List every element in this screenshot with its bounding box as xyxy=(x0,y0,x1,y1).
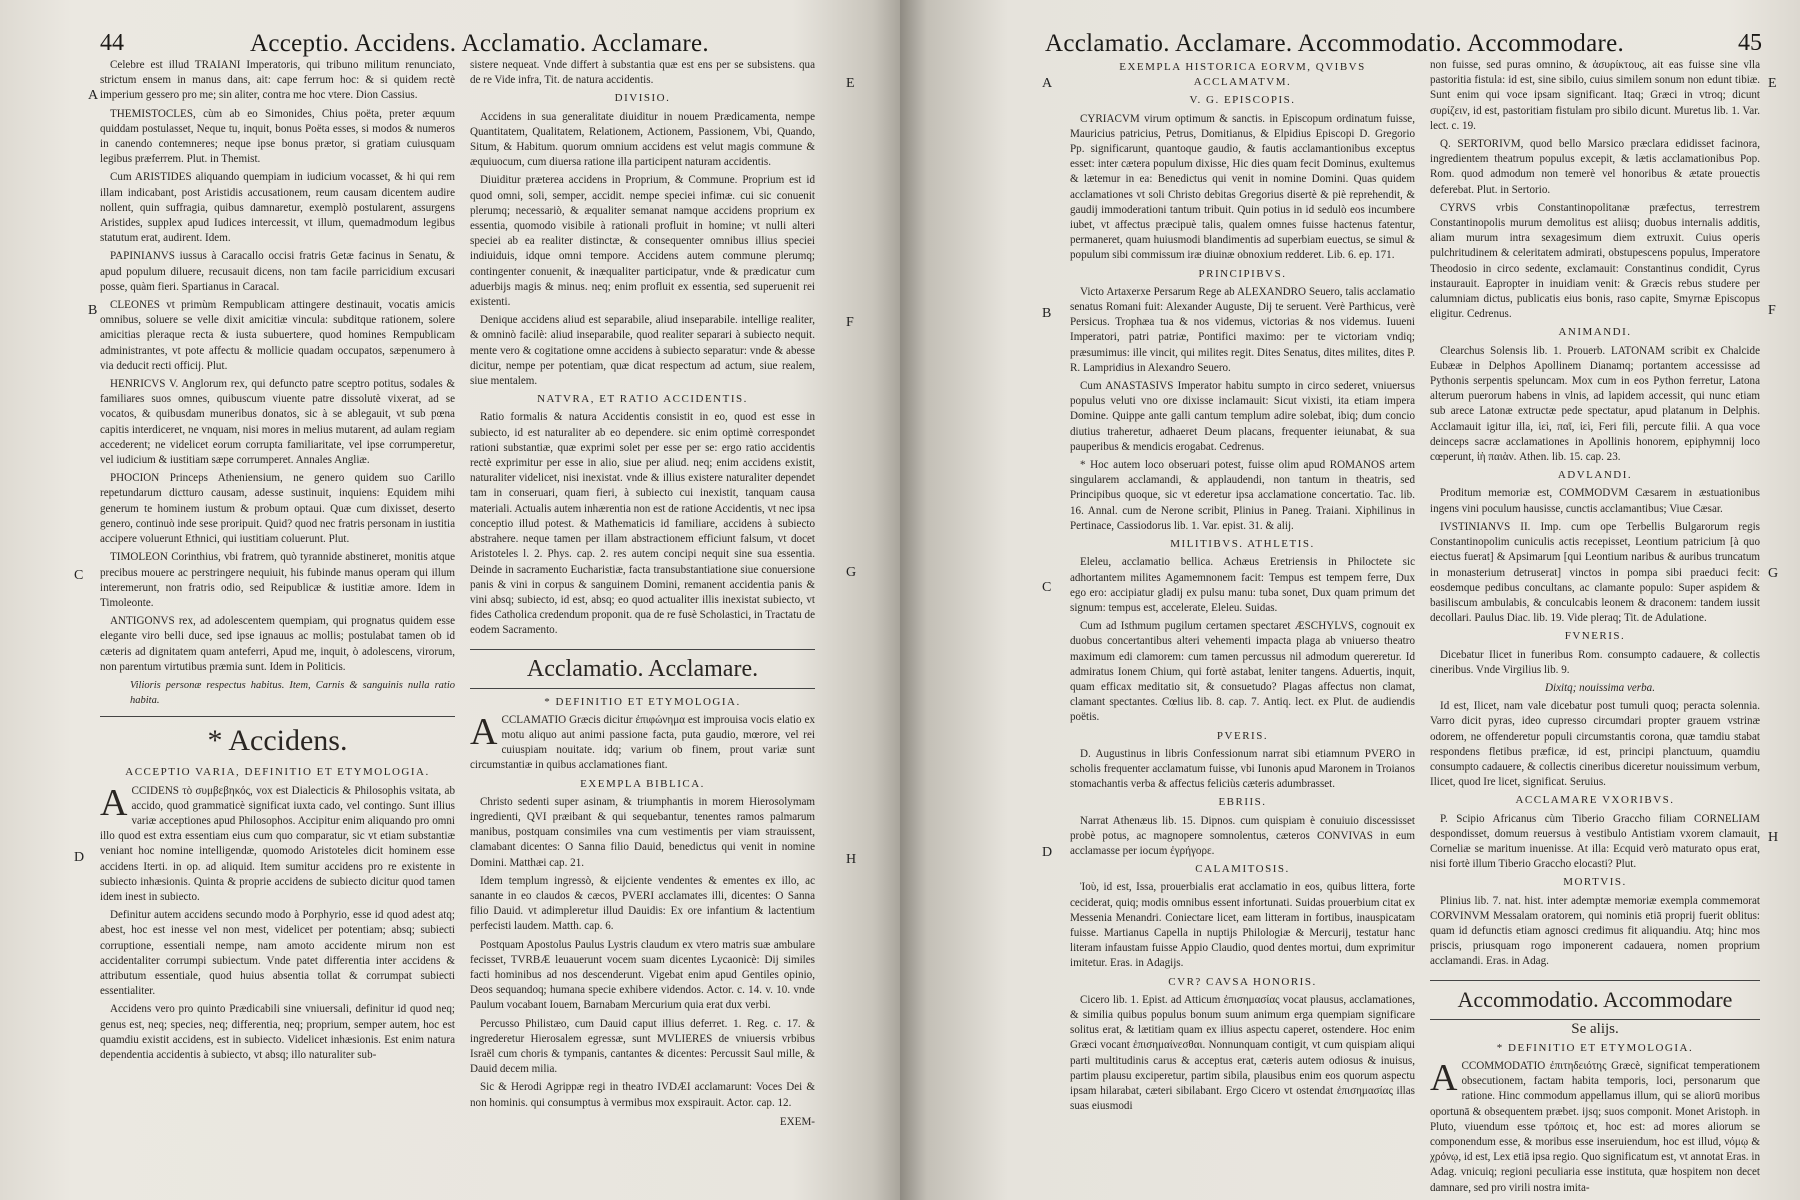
subheading: MILITIBVS. ATHLETIS. xyxy=(1170,538,1315,551)
paragraph: TIMOLEON Corinthius, vbi fratrem, quò tyrannide abstineret, monitis atque precibus mouere ac perstringere nequiuit, his fubinde manus operam qui illum interemerunt, non fratris odio, sed Reipublicæ & iustitiæ amore. Idem in Timoleonte. xyxy=(100,551,455,609)
margin-letter-e: E xyxy=(846,76,855,91)
subheading: CVR? CAVSA HONORIS. xyxy=(1168,975,1317,988)
paragraph: THEMISTOCLES, cùm ab eo Simonides, Chius poëta, preter æquum quiddam postulasset, Neque tu, inquit, bonus Poëta esses, si modos & numeros in canendo contemneres; neque ipse bonus prætor, si gratiam cuiusquam legibus præferrem. Plut. in Themist. xyxy=(100,107,455,166)
paragraph: Diuiditur præterea accidens in Proprium, & Commune. Proprium est id quod omni, soli, semper, accidit. nempe speciei infimæ. cui sic conuenit plerumq; necessariò, & æqualiter semanat namque accidens proprium ex essentia, quomodo visibile à rationali profluit in homine; vt nulli alteri speciei ab ea realiter distinctæ, & consequenter omnibus illius speciei indiuiduis, idque omni tempore. Accidens autem commune plerumq; contingenter conuenit, & inæqualiter participatur, vnde & prædicatur cum aduerbijs magis & minus. neq; enim profluit ex essentia, sed superuenit rei existenti. xyxy=(470,174,815,309)
subheading: EXEMPLA BIBLICA. xyxy=(580,777,705,790)
section-heading-accommodatio: Accommodatio. Accommodare xyxy=(1430,980,1760,1020)
paragraph: CCIDENS τὸ συμβεβηκός, vox est Dialecticis & Philosophis vsitata, ab accido, quod grammaticè significat iuxta cado, vel contingo. Sunt illius variæ acceptiones apud Philosophos. Accipitur enim aliquando pro omni illo quod est extra essentiam eius cum quo comparatur, sic vt etiam substantiæ veniant hoc nomine intelligendæ, quomodo Aristoteles dicit hominem esse accidens Iterti. in op. ad aliquid. Item sumitur accidens pro re existente in subiecto inhæsionis. Quinta & proprie accidens de subiecto dicitur quod tamen idem inest in subiecto. xyxy=(100,784,455,903)
margin-letter-h: H xyxy=(1768,830,1779,845)
paragraph: D. Augustinus in libris Confessionum narrat sibi etiamnum PVERO in scholis frequenter acclamatum fuisse, vbi Iunonis apud Maronem in Troianos stomachantis verba & affectus feliciùs cæteris adumbrasset. xyxy=(1070,747,1415,791)
paragraph: Q. SERTORIVM, quod bello Marsico præclara edidisset facinora, ingredientem theatrum populus excepit, & lætis acclamationibus Pop. Rom. quod admodum non temerè vel honoribus & ætate prouectis deferebat. Plut. in Sertorio. xyxy=(1430,138,1760,196)
paragraph: Dicebatur Ilicet in funeribus Rom. consumpto cadauere, & collectis cineribus. Vnde Virgilius lib. 9. xyxy=(1430,648,1760,676)
margin-letter-g: G xyxy=(1768,566,1779,581)
subheading: FVNERIS. xyxy=(1564,630,1626,643)
paragraph: CYRVS vrbis Constantinopolitanæ præfectus, terrestrem Constantinopolis murum demolitus est aliisq; duobus internalis additis, aliam murum intra sexagesimum diem extruxit. Cuius operis pulchritudinem & celeritatem admirati, obstupescens populus, Imperatore Theodosio in circo sedente, exclamauit: Constantinus condidit, Cyrus instaurauit. Eapropter in inuidiam venit: & Græcis rebus studere per calumniam dictus, publicatis eius bonis, raso capite, Smyrnæ Episcopus eligitur. Cedrenus. xyxy=(1430,201,1760,321)
paragraph: Percusso Philistæo, cum Dauid caput illius deferret. 1. Reg. c. 17. & ingrederetur Hierosalem egressæ, sunt MVLIERES de vniuersis vrbibus Israël cum choris & tympanis, cantantes & dicentes: Percussit Saul mille, & Dauid decem milia. xyxy=(470,1017,815,1076)
subheading: CALAMITOSIS. xyxy=(1195,863,1290,876)
subheading: NATVRA, ET RATIO ACCIDENTIS. xyxy=(537,393,748,406)
paragraph: Denique accidens aliud est separabile, aliud inseparabile. intellige realiter, & omninò facilè: aliud inseparabile, quod realiter separari à subiecto nequit. mente vero & cogitatione omne accidens à subiecto separatur: vnde & abesse dicitur, nempe per potentiam, quæ dicat respectum ad actum, siue realem, siue mentalem. xyxy=(470,314,815,388)
section-subtitle: Se alijs. xyxy=(1571,1020,1619,1037)
paragraph: Sic & Herodi Agrippæ regi in theatro IVDÆI acclamarunt: Voces Dei & non hominis. qui consumptus à vermibus mox exspirauit. Actor. cap. 12. xyxy=(470,1081,815,1109)
paragraph: Cum ANASTASIVS Imperator habitu sumpto in circo sederet, vniuersus populus veluti vno ore dixisse inclamauit: Sicut vixisti, ita etiam impera Domine. Quippe ante galli cantum templum adire solebat, ibiq; dum concio diutius traheretur, adhaeret Deum placans, frequenter ieiunabat, & sua pauperibus & mendicis erogabat. Cedrenus. xyxy=(1070,380,1415,453)
page-number: 45 xyxy=(1738,30,1762,56)
paragraph: IVSTINIANVS II. Imp. cum ope Terbellis Bulgarorum regis Constantinopolim cuniculis actis recepisset, Leontium patricium [à quo eiectus fuerat] & Apsimarum [qui Leontium naribus & auribus truncatum in monasterium detruserat] vinctos in pompa sibi praeduci fecit: eosdemque pedibus concultans, ac clamante populo: Super aspidem & basiliscum ambulabis, & conculcabis leonem & draconem: tandem iussit decollari. Paulus Diac. lib. 19. Vide pleraq; Tit. de Adulatione. xyxy=(1430,520,1760,625)
paragraph: CCOMMODATIO ἐπιτηδειότης Græcè, significat temperationem obsecutionem, factam habita temporis, loci, personarum que ratione. Hinc commodum appellamus illum, qui se aliorū moribus oportunā & obsequentem præbet. ijsq; suos componit. Monet Aristoph. in Pluto, viuendum esse τρόποις et, hoc est: ad mores aliorum se componendum esse, & moribus esse inseruiendum, hoc est illud, νόμῳ & χρόνῳ, id est, Lex etiā ipsa regio. Quo significatum est, vt annotat Eras. in Adag. vnicuiq; regioni peculiaria esse instituta, quæ hospitem non decet damnare, sed pro virili nostra imita- xyxy=(1430,1059,1760,1194)
drop-capital: A xyxy=(470,710,498,753)
paragraph: Cum ad Isthmum pugilum certamen spectaret ÆSCHYLVS, cognouit ex duobus concertantibus alteri vehementi impacta plaga ab vniuerso theatro maximum edi clamorem: cum tamen percussus nil admodum quereretur. Id admiratus Ionem Chium, qui fortè astabat, leniter tangens. Aduertis, inquit, quam efficax meditatio sit, & consuetudo? Plagas affectus non clamat, clamant spectantes. Cœlius lib. 8. cap. 7. Antiq. lect. ex Plut. de audiendis poëtis. xyxy=(1070,620,1415,724)
page-number: 44 xyxy=(100,30,124,56)
paragraph: Definitur autem accidens secundo modo à Porphyrio, esse id quod adest atq; abest, hoc est inesse vel non mest, videlicet per potentiam; absq; subiecti corruptione, essentiali nempe, nam amoto accidente mirum non est accidentaliter corrumpi subiectum. Vnde patet differentia inter accidens & attributum essentiale, quod huius absentia tollat & corrumpat subiecti essentialiter. xyxy=(100,909,455,998)
paragraph: HENRICVS V. Anglorum rex, qui defuncto patre sceptro potitus, sodales & familiares suos omnes, quibuscum viuente patre dissolutè vixerat, ad se vocatos, & quibusdam muneribus donatos, sic à se ablegauit, vt sub pœna capitis interdiceret, ne vnquam, nisi mores in melius mutarent, ad aulam regiam accederent; ne videlicet eorum corrupta familiaritate, vel ipse corrumperetur, vel iudicium & iustitiam sæpe corrumperet. Annales Angliæ. xyxy=(100,378,455,467)
verse-quote: Dixitq; nouissima verba. xyxy=(1544,681,1655,694)
paragraph: ANTIGONVS rex, ad adolescentem quempiam, qui prognatus quidem esse elegante viro belli duce, sed ipse ignauus ac mollis; postulabat tamen ob id cæteris ad dignitatem quam anteferri, Apud me, inquit, ò adolescens, virorum, non parentum virtutibus præmia sunt. Idem in Politicis. xyxy=(100,615,455,673)
paragraph: Victo Artaxerxe Persarum Rege ab ALEXANDRO Seuero, talis acclamatio senatus Romani fuit: Alexander Auguste, Dij te seruent. Verè Parthicus, verè Persicus. Trophæa tua & nos videmus, victorias & nos videmus. Iuueni Imperatori, patri patriæ, Pontifici maximo: per te victoriam vndiq; præsumimus: ille vincit, qui milites regit. Dites Senatus, dites milites, dites P. R. Lampridius in Alexandro Seuero. xyxy=(1070,285,1415,374)
subheading: PRINCIPIBVS. xyxy=(1198,267,1287,280)
right-page xyxy=(900,0,1800,1200)
paragraph: * Hoc autem loco obseruari potest, fuisse olim apud ROMANOS artem singularem acclamandi, & applaudendi, non tantum in theatris, sed Principibus quoque, sic vt ederetur ipsa acclamatione concertatio. Tac. lib. 16. Annal. cum de Nerone scribit, Plinius in Paneg. Traiani. Xiphilinus in Pertinace, Cassiodorus lib. 1. Var. epist. 31. & alij. xyxy=(1070,459,1415,532)
paragraph: Plinius lib. 7. nat. hist. inter ademptæ memoriæ exempla commemorat CORVINVM Messalam oratorem, qui nominis etiā proprij fuerit oblitus: quam id defunctis etiam agnosci credimus fit aliquandiu. Atq; hinc mos priscis, priusquam rogo imponerent cadauera, nomen proprium acclamandi. Eras. in Adag. xyxy=(1430,894,1760,968)
paragraph: Ἰοὺ, id est, Issa, prouerbialis erat acclamatio in eos, quibus littera, forte ceciderat, quiq; modis omnibus essent infortunati. Suidas prouerbium citat ex Messenia Menandri. Coniectare licet, eam litteram in fortibus, inauspicatam fuisse. Martianus Capella in nuptijs Philologiæ & Mercurij, testatur hanc literam infaustam fuisse Appio Claudio, quod dentes mortui, dum exprimitur imitetur. Eras. in Adagijs. xyxy=(1070,881,1415,970)
paragraph: Proditum memoriæ est, COMMODVM Cæsarem in æstuationibus ingens vini poculum hausisse, cunctis acclamantibus; Viue Cæsar. xyxy=(1430,487,1760,515)
catchword: EXEM- xyxy=(779,1115,815,1128)
drop-capital: A xyxy=(100,781,128,824)
running-head: Acclamatio. Acclamare. Accommodatio. Accommodare. xyxy=(1045,30,1625,57)
drop-capital: A xyxy=(1430,1056,1458,1099)
running-head: Acceptio. Accidens. Acclamatio. Acclamare. xyxy=(250,30,709,57)
paragraph: PHOCION Princeps Atheniensium, ne genero quidem suo Carillo repetundarum dictturo causam, adesse sustinuit, inquiens: Equidem mihi generum te hominem iustum & probum optaui. Quæ cum dixisset, deserto genero, continuò inde sese proripuit. Quid? quod nec fratris personam in iustitia accipere voluerunt Ethnici, qui iustitiam coluerunt. Plut. xyxy=(100,472,455,546)
paragraph: CYRIACVM virum optimum & sanctis. in Episcopum ordinatum fuisse, Mauricius patricius, Petrus, Domitianus, & Elpidius Episcopi D. Gregorio Pp. significarunt, quantoque gaudio, & fautis acclamantionibus exceptus esset: inter cætera populum dixisse, Hic dies quam fecit Dominus, exultemus & lætemur in ea: Benedictus qui venit in nomine Domini. Quas quidem acclamationes vt soli Christo debitas Gregorius disertè & piè reprehendit, & gaudij immoderationi tantum tribuit. Quin potius in id sedulò eos incumbere iubet, vt affectus præcipuè talis, qualem omnes fuisse hactenus fatentur, permaneret, quam huiusmodi blandimentis ad superbiam euectus, se simul & populum sibi commissum iræ diuinæ obnoxium redderet. Lib. 6. ep. 171. xyxy=(1070,112,1415,262)
subheading: ACCEPTIO VARIA, DEFINITIO ET ETYMOLOGIA. xyxy=(125,766,430,779)
paragraph: Ratio formalis & natura Accidentis consistit in eo, quod est esse in subiecto, id est naturaliter ab eo dependere. sic enim optimè correspondet rationi substantiæ, quæ exprimi solet per esse per se: ergo ratio accidentis rectè exprimitur per esse in alio, siue per aliud. neq; enim accidens existit, naturaliter videlicet, nisi inexistat. vnde & illius existere naturaliter dependet tam in conseruari, quam fieri, à subiecto cui inexistit, tanquam causa materiali. Actualis autem inhærentia non est de ratione Accidentis, vt nec ipsa conceptio illud potest. & Mathematicis id familiare, accidens à subiecto abstrahere. neque tamen per illam abstractionem efficiunt falsum, vt docet Aristoteles l. 2. Phys. cap. 2. res autem concipi nequit sine sua essentia. Deinde in sacramento Eucharistiæ, facta transubstantiatione siue conuersione panis & vini in corpus & sanguinem Domini, remanent accidentia panis & vini absq; subiecto, id est, absq; eo quod actualiter illis inexistat subiecto, vt fides Catholica credendum proponit. qua de re fusè Scholastici, in Tractatu de eodem Sacramento. xyxy=(470,411,815,637)
margin-letter-c: C xyxy=(74,568,84,583)
margin-letter-h: H xyxy=(846,852,857,867)
paragraph: Accidens vero pro quinto Prædicabili sine vniuersali, definitur id quod neq; genus est, neq; species, neq; differentia, neq; proprium, semper autem, hoc est quamdiu existit accidens, est in subiecto. Videlicet inhæsionis. Est enim natura dependentia accidentis à subiecto, vt absq; illo naturaliter sub- xyxy=(100,1003,455,1061)
left-column-1 xyxy=(100,58,455,1170)
paragraph: Christo sedenti super asinam, & triumphantis in morem Hierosolymam ingredienti, QVI præibant & qui sequebantur, tenentes ramos palmarum manibus, postquam consimiles vna cum vestimentis per viam strauissent, clamabant dicentes: O Sanna filio Dauid, benedictus qui venit in nomine Domini. Matthæi cap. 21. xyxy=(470,795,815,869)
paragraph: Eleleu, acclamatio bellica. Achæus Eretriensis in Philoctete sic adhortantem milites Agamemnonem facit: Tempus est tempem ferre, Dux ego ero: accipiatur gladij ex pulsu manu: tuba sonet, Dux quam primum det signum: tempus est, accelerate, Eleleu. Suidas. xyxy=(1070,556,1415,614)
margin-letter-b: B xyxy=(1042,306,1052,321)
marginal-note: Vilioris personæ respectus habitus. Item, Carnis & sanguinis nulla ratio habita. xyxy=(130,679,455,707)
subheading: ADVLANDI. xyxy=(1557,469,1633,482)
margin-letter-f: F xyxy=(846,315,854,330)
paragraph: Cum ARISTIDES aliquando quempiam in iudicium vocasset, & hi qui rem illam indicabant, post Aristidis accusationem, reum causam dicentem audire nollent, quin suffragia, quibus damnaretur, exemplò postularent, assurgens Aristides, supplex apud Iudices intercessit, vt illum, quemadmodum legibus statutum erat, audirent. Idem. xyxy=(100,171,455,245)
paragraph: sistere nequeat. Vnde differt à substantia quæ est ens per se subsistens. qua de re Vide infra, Tit. de natura accidentis. xyxy=(470,59,815,87)
subheading: MORTVIS. xyxy=(1563,876,1627,889)
subheading: V. G. EPISCOPIS. xyxy=(1189,94,1296,107)
subheading: PVERIS. xyxy=(1216,729,1269,742)
paragraph: Id est, Ilicet, nam vale dicebatur post tumuli quoq; peracta solennia. Varro dicit pyras, ideo cupresso circumdari propter grauem vstrinæ odorem, ne offenderetur populi circumstantis corona, quæ tamdiu stabat respondens fletibus præficæ, id est, principi planctuum, quamdiu consumpto cadauere, & collectis cineribus diceretur nouissimum verbum, Ilicet, quod Ire licet, significat. Seruius. xyxy=(1430,700,1760,789)
paragraph: Postquam Apostolus Paulus Lystris claudum ex vtero matris suæ ambulare fecisset, TVRBÆ leuauerunt vocem suam dicentes Lycaonicè: Dij similes facti hominibus ad nos descenderunt. Vigebat enim apud Gentiles opinio, Deos sequandoq; humana specie exhibere videndos. Actor. c. 14. v. 10. vnde Paulum vocabant Iouem, Barnabam Mercurium quia erat dux verbi. xyxy=(470,938,815,1012)
paragraph: P. Scipio Africanus cùm Tiberio Graccho filiam CORNELIAM despondisset, domum reuersus à vestibulo Antistiam vxorem clamauit, Corneliæ se maritum inuenisse. At illa: Ecquid verò maturato opus erat, nisi fortè illum Tiberio Graccho elocasti? Plut. xyxy=(1430,812,1760,871)
margin-letter-d: D xyxy=(74,850,85,865)
paragraph: Narrat Athenæus lib. 15. Dipnos. cum quispiam è conuiuio discessisset probè potus, ac magnopere somnolentus, cæteros CONVIVAS in eum acclamasse per iocum ἐγρήγορε. xyxy=(1070,814,1415,857)
subheading: EBRIIS. xyxy=(1218,796,1267,809)
right-column-1 xyxy=(1070,58,1415,1170)
subheading: ANIMANDI. xyxy=(1558,326,1632,339)
paragraph: Celebre est illud TRAIANI Imperatoris, qui tribuno militum renunciato, strictum ensem in manus dans, ait: cape ferrum hoc: & si quidem rectè imperium gessero pro me; sin aliter, contra me hoc vtere. Dion Cassius. xyxy=(100,59,455,102)
paragraph: Idem templum ingressò, & eijciente vendentes & ementes ex illo, ac sanante in eo claudos & cæcos, PVERI acclamates illi, dicentes: O Sanna filio Dauid. vt adimpleretur illud Dauidis: Ex ore infantium & lactentium perfecisti laudem. Matth. cap. 6. xyxy=(470,874,815,933)
paragraph: Accidens in sua generalitate diuiditur in nouem Prædicamenta, nempe Quantitatem, Qualitatem, Relationem, Actionem, Passionem, Vbi, Quando, Situm, & Habitum. quorum omnium accidens est velut magis commune & æquiuocum, cum diuersa ratione illa participent naturam accidentis. xyxy=(470,110,815,169)
left-column-2 xyxy=(470,58,815,1170)
paragraph: Cicero lib. 1. Epist. ad Atticum ἐπισημασίας vocat plausus, acclamationes, & similia quibus populus bonum suum animum erga quempiam significare solitus erat, & lætitiam quam ex illius aspectu caperet, ostendere. Hoc enim Græci vocant ἐπισημαίνεσθαι. Nonnunquam contigit, vt cum quispiam aliqui parti multitudinis carus & acceptus erat, cæteris autem odiosus & inuisus, partim plausu exciperetur, partim sibila, plausibus enim eos quorum aspectu ipsam hilarabat, cæteri sibilabant. Ergo Cicero vt ostendat ἐπισημασίας illas suas eiusmodi xyxy=(1070,993,1415,1113)
margin-letter-a: A xyxy=(1042,76,1053,91)
paragraph: PAPINIANVS iussus à Caracallo occisi fratris Getæ facinus in Senatu, & apud populum diluere, recusauit dicens, non tam facile parricidium excusari posse, quàm fieri. Spartianus in Caracal. xyxy=(100,250,455,293)
margin-letter-g: G xyxy=(846,565,857,580)
margin-letter-e: E xyxy=(1768,76,1777,91)
section-heading-accidens: * Accidens. xyxy=(100,716,455,759)
subheading: * DEFINITIO ET ETYMOLOGIA. xyxy=(1496,1041,1694,1054)
subheading: ACCLAMARE VXORIBVS. xyxy=(1515,794,1675,807)
section-heading-acclamatio: Acclamatio. Acclamare. xyxy=(470,649,815,689)
subheading: * DEFINITIO ET ETYMOLOGIA. xyxy=(544,695,741,708)
right-column-2 xyxy=(1430,58,1760,1194)
margin-letter-a: A xyxy=(88,88,99,103)
margin-letter-c: C xyxy=(1042,580,1052,595)
margin-letter-d: D xyxy=(1042,845,1053,860)
subheading: DIVISIO. xyxy=(614,92,671,105)
paragraph: CCLAMATIO Græcis dicitur ἐπιφώνημα est improuisa vocis elatio ex motu aliquo aut animi passione facta, puta gaudio, mœrore, vel rei cuiuspiam nouitate. idq; varium ob finem, prout variæ sunt circumstantiæ in quibus acclamationes fiant. xyxy=(470,713,815,772)
paragraph: Clearchus Solensis lib. 1. Prouerb. LATONAM scribit ex Chalcide Eubææ in Delphos Apollinem Dianamq; portantem accessisse ad Pythonis serpentis speluncam. Mox cum in eos Python ferretur, Latona alterum puerorum habens in vlnis, ad lapidem accessit, qui nunc etiam sub arece Latonæ extructæ pede spectatur, apud platanum in Delphis. Acclamauit igitur illa, ἱεὶ, παῖ, ἱεὶ, Feri fili, percute filii. A qua voce deinceps sacræ acclamationes in Apollinis honorem, epiphymnij loco cœperunt, ἰὴ παιὰν. Athen. lib. 15. cap. 23. xyxy=(1430,344,1760,464)
margin-letter-b: B xyxy=(88,303,98,318)
paragraph: CLEONES vt primùm Rempublicam attingere destinauit, vocatis amicis omnibus, soluere se velle dixit amicitiæ vincula: subditque rationem, solere amicitias pleraque recta & iusta subuertere, quod homines Rempublicam administrantes, vt pote affectu & mollicie quadam occupatos, sæpenumero à via deducit recti officij. Plut. xyxy=(100,299,455,372)
subheading: EXEMPLA HISTORICA EORVM, QVIBVS ACCLAMATVM. xyxy=(1119,61,1366,89)
margin-letter-f: F xyxy=(1768,303,1776,318)
paragraph: non fuisse, sed puras omnino, & ἀσυρίκτους, ait eas fuisse sine vlla pastoritia fistula: id est, sine sibilo, cuius similem sonum non edunt tibiæ. Sunt enim qui voce ipsam significant. Itaq; Græci in vtroq; dicunt συρίζειν, id est, pastoritiam fistulam pro sibilo dicunt. Muretus lib. 1. Var. lect. c. 19. xyxy=(1430,59,1760,132)
